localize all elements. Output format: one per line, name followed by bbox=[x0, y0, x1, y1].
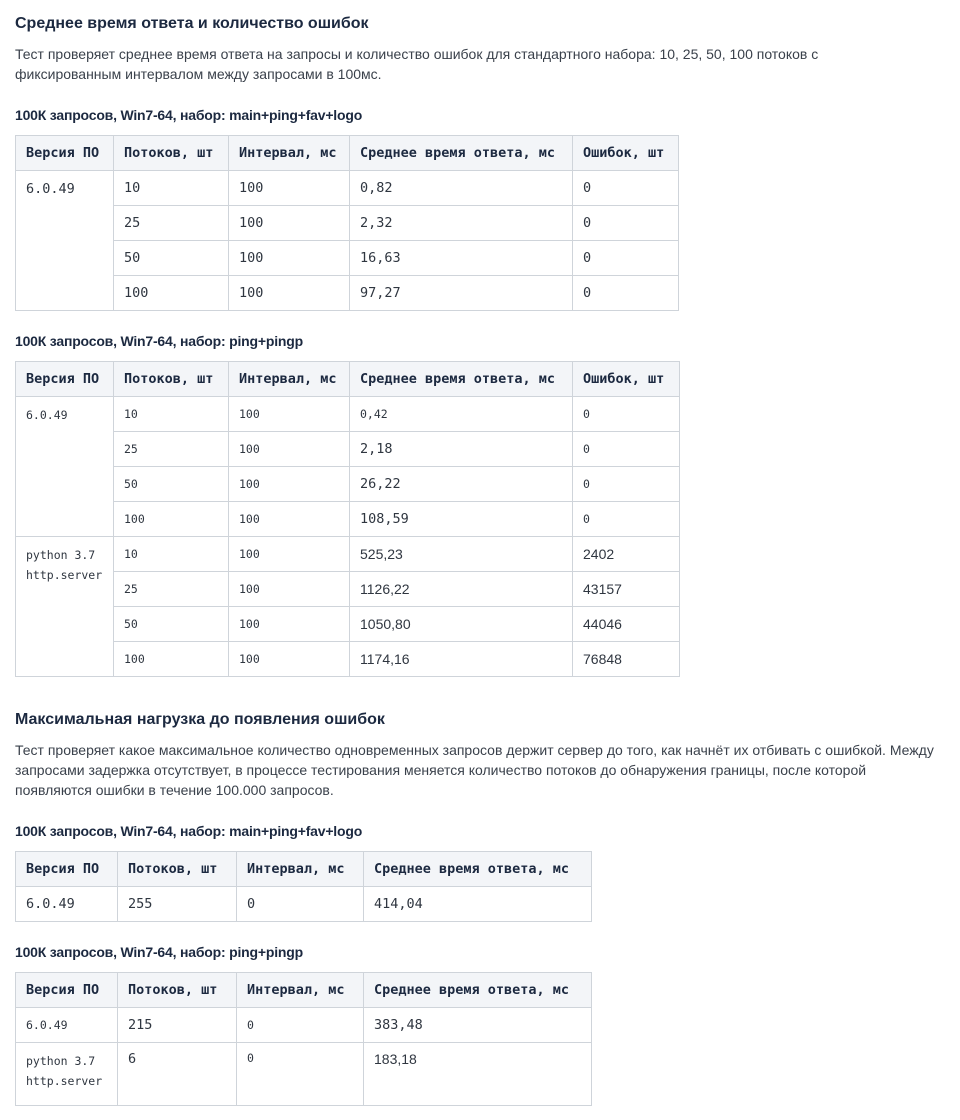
table-row bbox=[16, 1043, 592, 1106]
table-row bbox=[16, 241, 679, 276]
column-header-interval: Интервал, мс bbox=[237, 852, 364, 887]
column-header-errors: Ошибок, шт bbox=[573, 362, 680, 397]
version-subname: http.server bbox=[26, 568, 103, 582]
interval-cell: 100 bbox=[229, 467, 350, 502]
errors-cell: 0 bbox=[573, 432, 680, 467]
avg-time-cell: 1174,16 bbox=[350, 642, 573, 677]
table-row bbox=[16, 642, 680, 677]
version-cell bbox=[16, 1008, 118, 1043]
column-header-interval: Интервал, мс bbox=[237, 973, 364, 1008]
threads-cell: 50 bbox=[114, 467, 229, 502]
avg-time-cell: 1050,80 bbox=[350, 607, 573, 642]
avg-time-cell: 183,18 bbox=[364, 1043, 592, 1106]
threads-cell: 255 bbox=[118, 887, 237, 922]
avg-time-cell: 0,42 bbox=[350, 397, 573, 432]
version-cell bbox=[16, 537, 114, 677]
column-header-threads: Потоков, шт bbox=[118, 852, 237, 887]
version-name: 6.0.49 bbox=[26, 1018, 68, 1032]
avg-time-cell: 2,18 bbox=[350, 432, 573, 467]
errors-cell: 2402 bbox=[573, 537, 680, 572]
section-description-avg-response: Тест проверяет среднее время ответа на запросы и количество ошибок для стандартного набора: 10, 25, 50, 100 потоков с фиксированным интервалом между запросами в 100мс. bbox=[15, 46, 819, 82]
column-header-threads: Потоков, шт bbox=[118, 973, 237, 1008]
avg-time-cell: 0,82 bbox=[350, 171, 573, 206]
column-header-avg-time: Среднее время ответа, мс bbox=[364, 852, 592, 887]
interval-cell: 100 bbox=[229, 171, 350, 206]
threads-cell: 10 bbox=[114, 171, 229, 206]
interval-cell: 100 bbox=[229, 397, 350, 432]
errors-cell: 43157 bbox=[573, 572, 680, 607]
threads-cell: 25 bbox=[114, 206, 229, 241]
table-caption: 100К запросов, Win7-64, набор: ping+pingp bbox=[15, 944, 303, 960]
interval-cell: 100 bbox=[229, 642, 350, 677]
avg-time-cell: 16,63 bbox=[350, 241, 573, 276]
interval-cell: 0 bbox=[237, 887, 364, 922]
interval-cell: 0 bbox=[237, 1008, 364, 1043]
version-cell bbox=[16, 1043, 118, 1106]
version-cell: 6.0.49 bbox=[16, 887, 118, 922]
section-title-max-load: Максимальная нагрузка до появления ошибок bbox=[15, 711, 385, 728]
results-table-ping-set bbox=[15, 361, 680, 677]
section-description-max-load: Тест проверяет какое максимальное количество одновременных запросов держит сервер до того, как начнёт их отбивать с ошибкой. Между запросами задержка отсутствует, в процессе тестирования меняется количество потоков до обнаружения границы, после которой появляются ошибки в течение 100.000 запросов. bbox=[15, 742, 934, 798]
version-name: 6.0.49 bbox=[26, 408, 68, 422]
version-cell: 6.0.49 bbox=[16, 171, 114, 311]
interval-cell: 100 bbox=[229, 241, 350, 276]
table-header-row bbox=[16, 136, 679, 171]
errors-cell: 44046 bbox=[573, 607, 680, 642]
errors-cell: 0 bbox=[573, 241, 679, 276]
table-row bbox=[16, 537, 680, 572]
table-row bbox=[16, 887, 592, 922]
threads-cell: 100 bbox=[114, 642, 229, 677]
interval-cell: 100 bbox=[229, 537, 350, 572]
version-name: python 3.7 bbox=[26, 1054, 96, 1068]
avg-time-cell: 2,32 bbox=[350, 206, 573, 241]
table-row bbox=[16, 171, 679, 206]
table-caption: 100К запросов, Win7-64, набор: main+ping+fav+logo bbox=[15, 107, 363, 123]
column-header-avg-time: Среднее время ответа, мс bbox=[364, 973, 592, 1008]
column-header-version: Версия ПО bbox=[16, 136, 114, 171]
table-row bbox=[16, 607, 680, 642]
threads-cell: 50 bbox=[114, 241, 229, 276]
column-header-interval: Интервал, мс bbox=[229, 362, 350, 397]
version-subname: http.server bbox=[26, 1074, 103, 1088]
interval-cell: 100 bbox=[229, 572, 350, 607]
table-header-row bbox=[16, 973, 592, 1008]
column-header-avg-time: Среднее время ответа, мс bbox=[350, 362, 573, 397]
column-header-threads: Потоков, шт bbox=[114, 136, 229, 171]
threads-cell: 215 bbox=[118, 1008, 237, 1043]
section-title-avg-response: Среднее время ответа и количество ошибок bbox=[15, 15, 369, 32]
max-load-table-main-set bbox=[15, 851, 592, 922]
table-row bbox=[16, 397, 680, 432]
table-header-row bbox=[16, 362, 680, 397]
threads-cell: 10 bbox=[114, 537, 229, 572]
results-table-main-set bbox=[15, 135, 679, 311]
errors-cell: 0 bbox=[573, 467, 680, 502]
table-row bbox=[16, 572, 680, 607]
errors-cell: 0 bbox=[573, 206, 679, 241]
errors-cell: 0 bbox=[573, 502, 680, 537]
threads-cell: 100 bbox=[114, 276, 229, 311]
errors-cell: 76848 bbox=[573, 642, 680, 677]
table-row bbox=[16, 1008, 592, 1043]
table-caption: 100К запросов, Win7-64, набор: main+ping+fav+logo bbox=[15, 823, 363, 839]
interval-cell: 100 bbox=[229, 276, 350, 311]
avg-time-cell: 414,04 bbox=[364, 887, 592, 922]
avg-time-cell: 1126,22 bbox=[350, 572, 573, 607]
interval-cell: 100 bbox=[229, 607, 350, 642]
version-name: python 3.7 bbox=[26, 548, 96, 562]
threads-cell: 6 bbox=[118, 1043, 237, 1106]
avg-time-cell: 26,22 bbox=[350, 467, 573, 502]
threads-cell: 25 bbox=[114, 572, 229, 607]
threads-cell: 10 bbox=[114, 397, 229, 432]
max-load-table-ping-set bbox=[15, 972, 592, 1106]
table-row bbox=[16, 502, 680, 537]
interval-cell: 0 bbox=[237, 1043, 364, 1106]
table-caption: 100К запросов, Win7-64, набор: ping+pingp bbox=[15, 333, 303, 349]
column-header-threads: Потоков, шт bbox=[114, 362, 229, 397]
table-row bbox=[16, 276, 679, 311]
column-header-interval: Интервал, мс bbox=[229, 136, 350, 171]
avg-time-cell: 97,27 bbox=[350, 276, 573, 311]
errors-cell: 0 bbox=[573, 397, 680, 432]
avg-time-cell: 525,23 bbox=[350, 537, 573, 572]
column-header-version: Версия ПО bbox=[16, 362, 114, 397]
column-header-errors: Ошибок, шт bbox=[573, 136, 679, 171]
column-header-version: Версия ПО bbox=[16, 852, 118, 887]
table-row bbox=[16, 467, 680, 502]
interval-cell: 100 bbox=[229, 432, 350, 467]
threads-cell: 100 bbox=[114, 502, 229, 537]
table-header-row bbox=[16, 852, 592, 887]
threads-cell: 50 bbox=[114, 607, 229, 642]
threads-cell: 25 bbox=[114, 432, 229, 467]
table-row bbox=[16, 206, 679, 241]
interval-cell: 100 bbox=[229, 206, 350, 241]
table-row bbox=[16, 432, 680, 467]
errors-cell: 0 bbox=[573, 171, 679, 206]
errors-cell: 0 bbox=[573, 276, 679, 311]
column-header-avg-time: Среднее время ответа, мс bbox=[350, 136, 573, 171]
column-header-version: Версия ПО bbox=[16, 973, 118, 1008]
avg-time-cell: 108,59 bbox=[350, 502, 573, 537]
version-cell bbox=[16, 397, 114, 537]
avg-time-cell: 383,48 bbox=[364, 1008, 592, 1043]
interval-cell: 100 bbox=[229, 502, 350, 537]
